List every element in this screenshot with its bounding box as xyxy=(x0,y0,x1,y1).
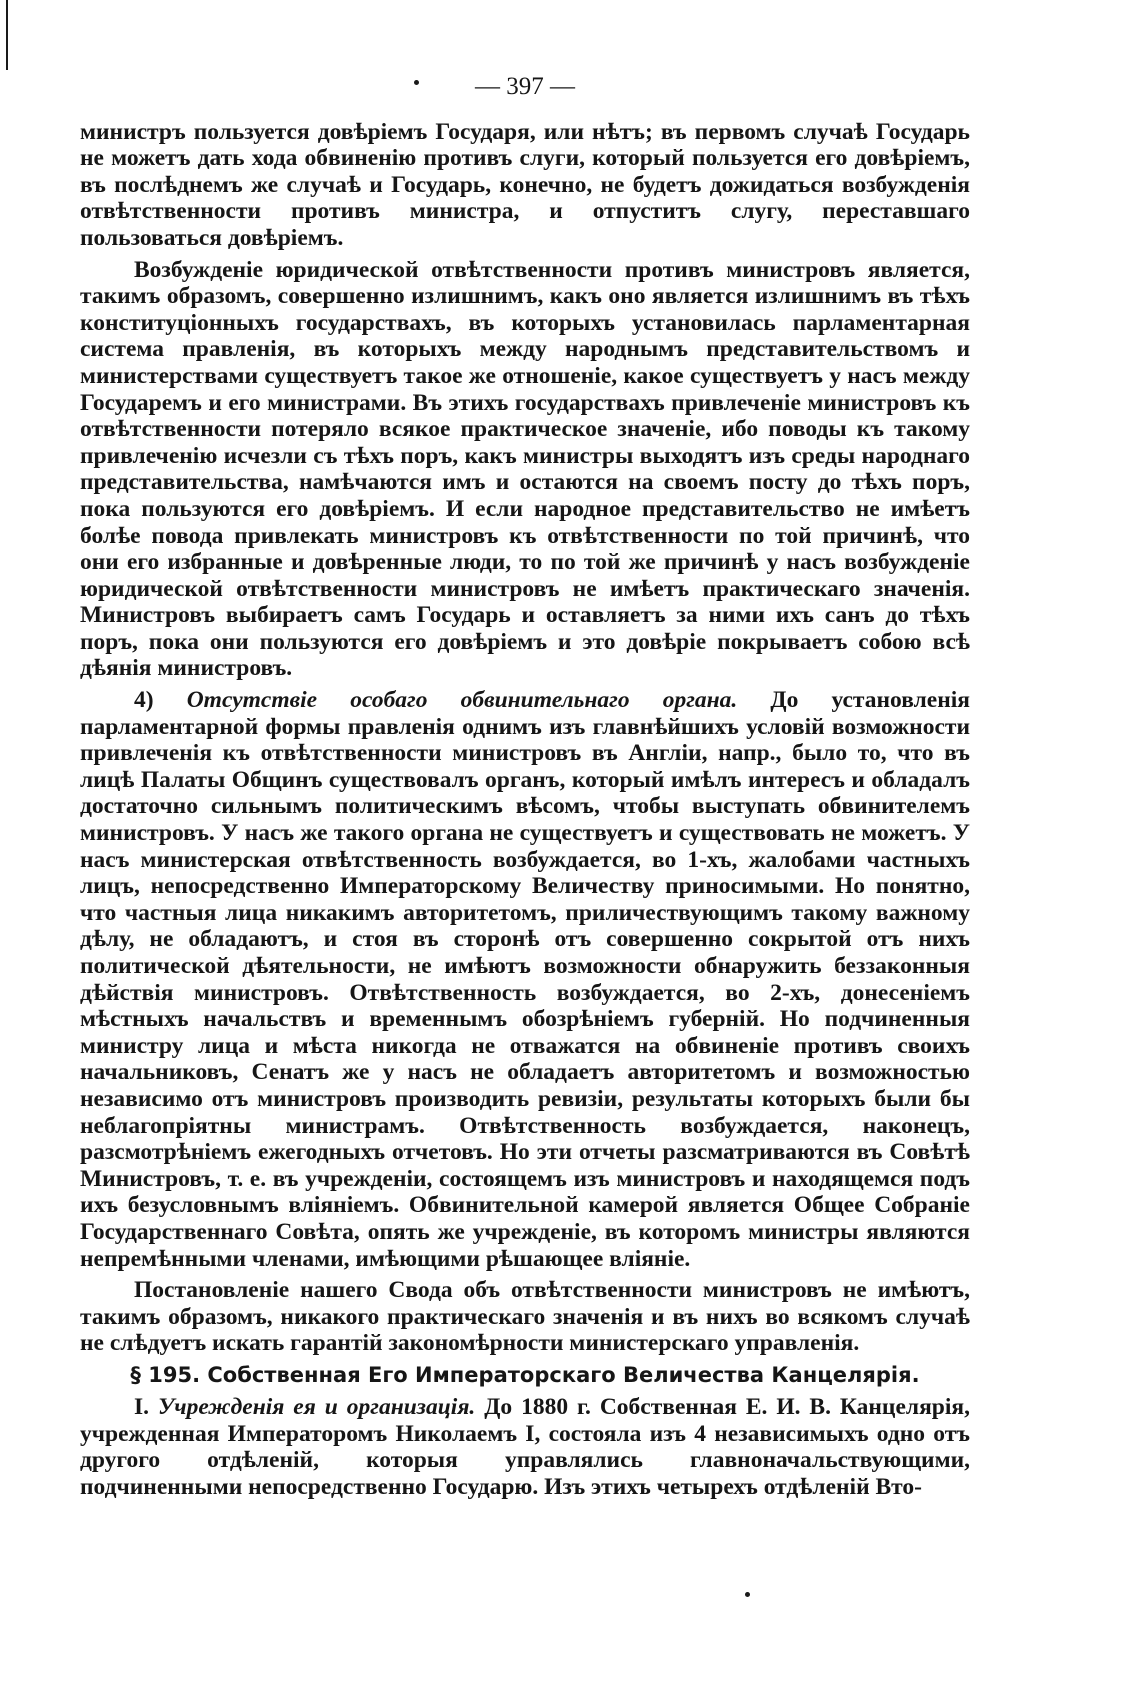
section-heading: § 195. Собственная Его Императорскаго Величества Канцелярія. xyxy=(130,1362,920,1387)
paragraph-conclusion: Постановленіе нашего Свода объ отвѣтственности министровъ не имѣютъ, такимъ образомъ, никакого практическаго значенія и въ нихъ во всякомъ случаѣ не слѣдуетъ искать гарантій закономѣрности министерскаго управленія. xyxy=(80,1277,970,1357)
paragraph-ministerial-responsibility: Возбужденіе юридической отвѣтственности противъ министровъ является, такимъ образомъ, совершенно излишнимъ, какъ оно является излишнимъ въ тѣхъ конституціонныхъ государствахъ, въ которыхъ установилась парламентарная система правленія, въ которыхъ между народнымъ представительствомъ и министерствами существуетъ такое же отношеніе, какое существуетъ у насъ между Государемъ и его министрами. Въ этихъ государствахъ привлеченіе министровъ къ отвѣтственности потеряло всякое практическое значеніе, ибо поводы къ такому привлеченію исчезли съ тѣхъ поръ, какъ министры выходятъ изъ среды народнаго представительства, намѣчаются имъ и остаются на своемъ посту до тѣхъ поръ, пока пользуются его довѣріемъ. И если народное представительство не имѣетъ болѣе повода привлекать министровъ къ отвѣтственности по той причинѣ, что они его избранные и довѣренные люди, то по той же причинѣ у насъ возбужденіе юридической отвѣтственности министровъ не имѣетъ практическаго значенія. Министровъ выбираетъ самъ Государь и оставляетъ за ними ихъ санъ до тѣхъ поръ, пока они пользуются его довѣріемъ и это довѣріе покрываетъ собою всѣ дѣянія министровъ. xyxy=(80,256,970,682)
page-number: — 397 — xyxy=(475,73,575,100)
item-body: До установленія парламентарной формы правленія однимъ изъ главнѣйшихъ условій возможности привлеченія къ отвѣтственности министровъ въ Англіи, напр., было то, что въ лицѣ Палаты Общинъ существовалъ органъ, который имѣлъ интересъ и обладалъ достаточно сильнымъ политическимъ вѣсомъ, чтобы выступать обвинителемъ министровъ. У насъ же такого органа не существуетъ и существовать не можетъ. У насъ министерская отвѣтственность возбуждается, во 1-хъ, жалобами частныхъ лицъ, непосредственно Императорскому Величеству приносимыми. Но понятно, что частныя лица никакимъ авторитетомъ, приличествующимъ такому важному дѣлу, не обладаютъ, и стоя въ сторонѣ отъ совершенно сокрытой отъ нихъ политической дѣятельности, не имѣютъ возможности обнаружить беззаконныя дѣйствія министровъ. Отвѣтственность возбуждается, во 2-хъ, донесеніемъ мѣстныхъ начальствъ и временнымъ обозрѣніемъ губерній. Но подчиненныя министру лица и мѣста никогда не отважатся на обвиненіе противъ своихъ начальниковъ, Сенатъ же у насъ не обладаетъ авторитетомъ и возможностью независимо отъ министровъ производить ревизіи, результаты которыхъ были бы неблагопріятны министрамъ. Отвѣтственность возбуждается, наконецъ, разсмотрѣніемъ ежегодныхъ отчетовъ. Но эти отчеты разсматриваются въ Совѣтѣ Министровъ, т. е. въ учрежденіи, состоящемъ изъ министровъ и находящемся подъ ихъ безусловнымъ вліяніемъ. Обвинительной камерой является Общее Собраніе Государственнаго Совѣта, опять же учрежденіе, въ которомъ министры являются непремѣнными членами, имѣющими рѣшающее вліяніе. xyxy=(80,687,970,1272)
subsection-title: Учрежденія ея и организація. xyxy=(157,1393,476,1420)
item-number: 4) xyxy=(134,687,187,714)
document-page xyxy=(80,74,970,1505)
paragraph-chancellery xyxy=(80,1394,970,1500)
subsection-number: I. xyxy=(134,1393,158,1420)
scan-edge-mark xyxy=(6,0,8,70)
subsection-body: До 1880 г. Собственная Е. И. В. Канцелярія, учрежденная Императоромъ Николаемъ I, состояла изъ 4 независимыхъ одно отъ другого отдѣленій, которыя управлялись главноначальствующими, подчиненными непосредственно Государю. Изъ этихъ четырехъ отдѣленій Вто- xyxy=(80,1393,970,1500)
paragraph-continuation: министръ пользуется довѣріемъ Государя, или нѣтъ; въ первомъ случаѣ Государь не можетъ дать хода обвиненію противъ слуги, который пользуется его довѣріемъ, въ послѣднемъ же случаѣ и Государь, конечно, не будетъ дожидаться возбужденія отвѣтственности противъ министра, и отпуститъ слугу, переставшаго пользоваться довѣріемъ. xyxy=(80,118,970,251)
item-title: Отсутствіе особаго обвинительнаго органа. xyxy=(186,687,738,714)
scan-speck xyxy=(745,1592,750,1597)
paragraph-accusatory-organ xyxy=(80,687,970,1272)
